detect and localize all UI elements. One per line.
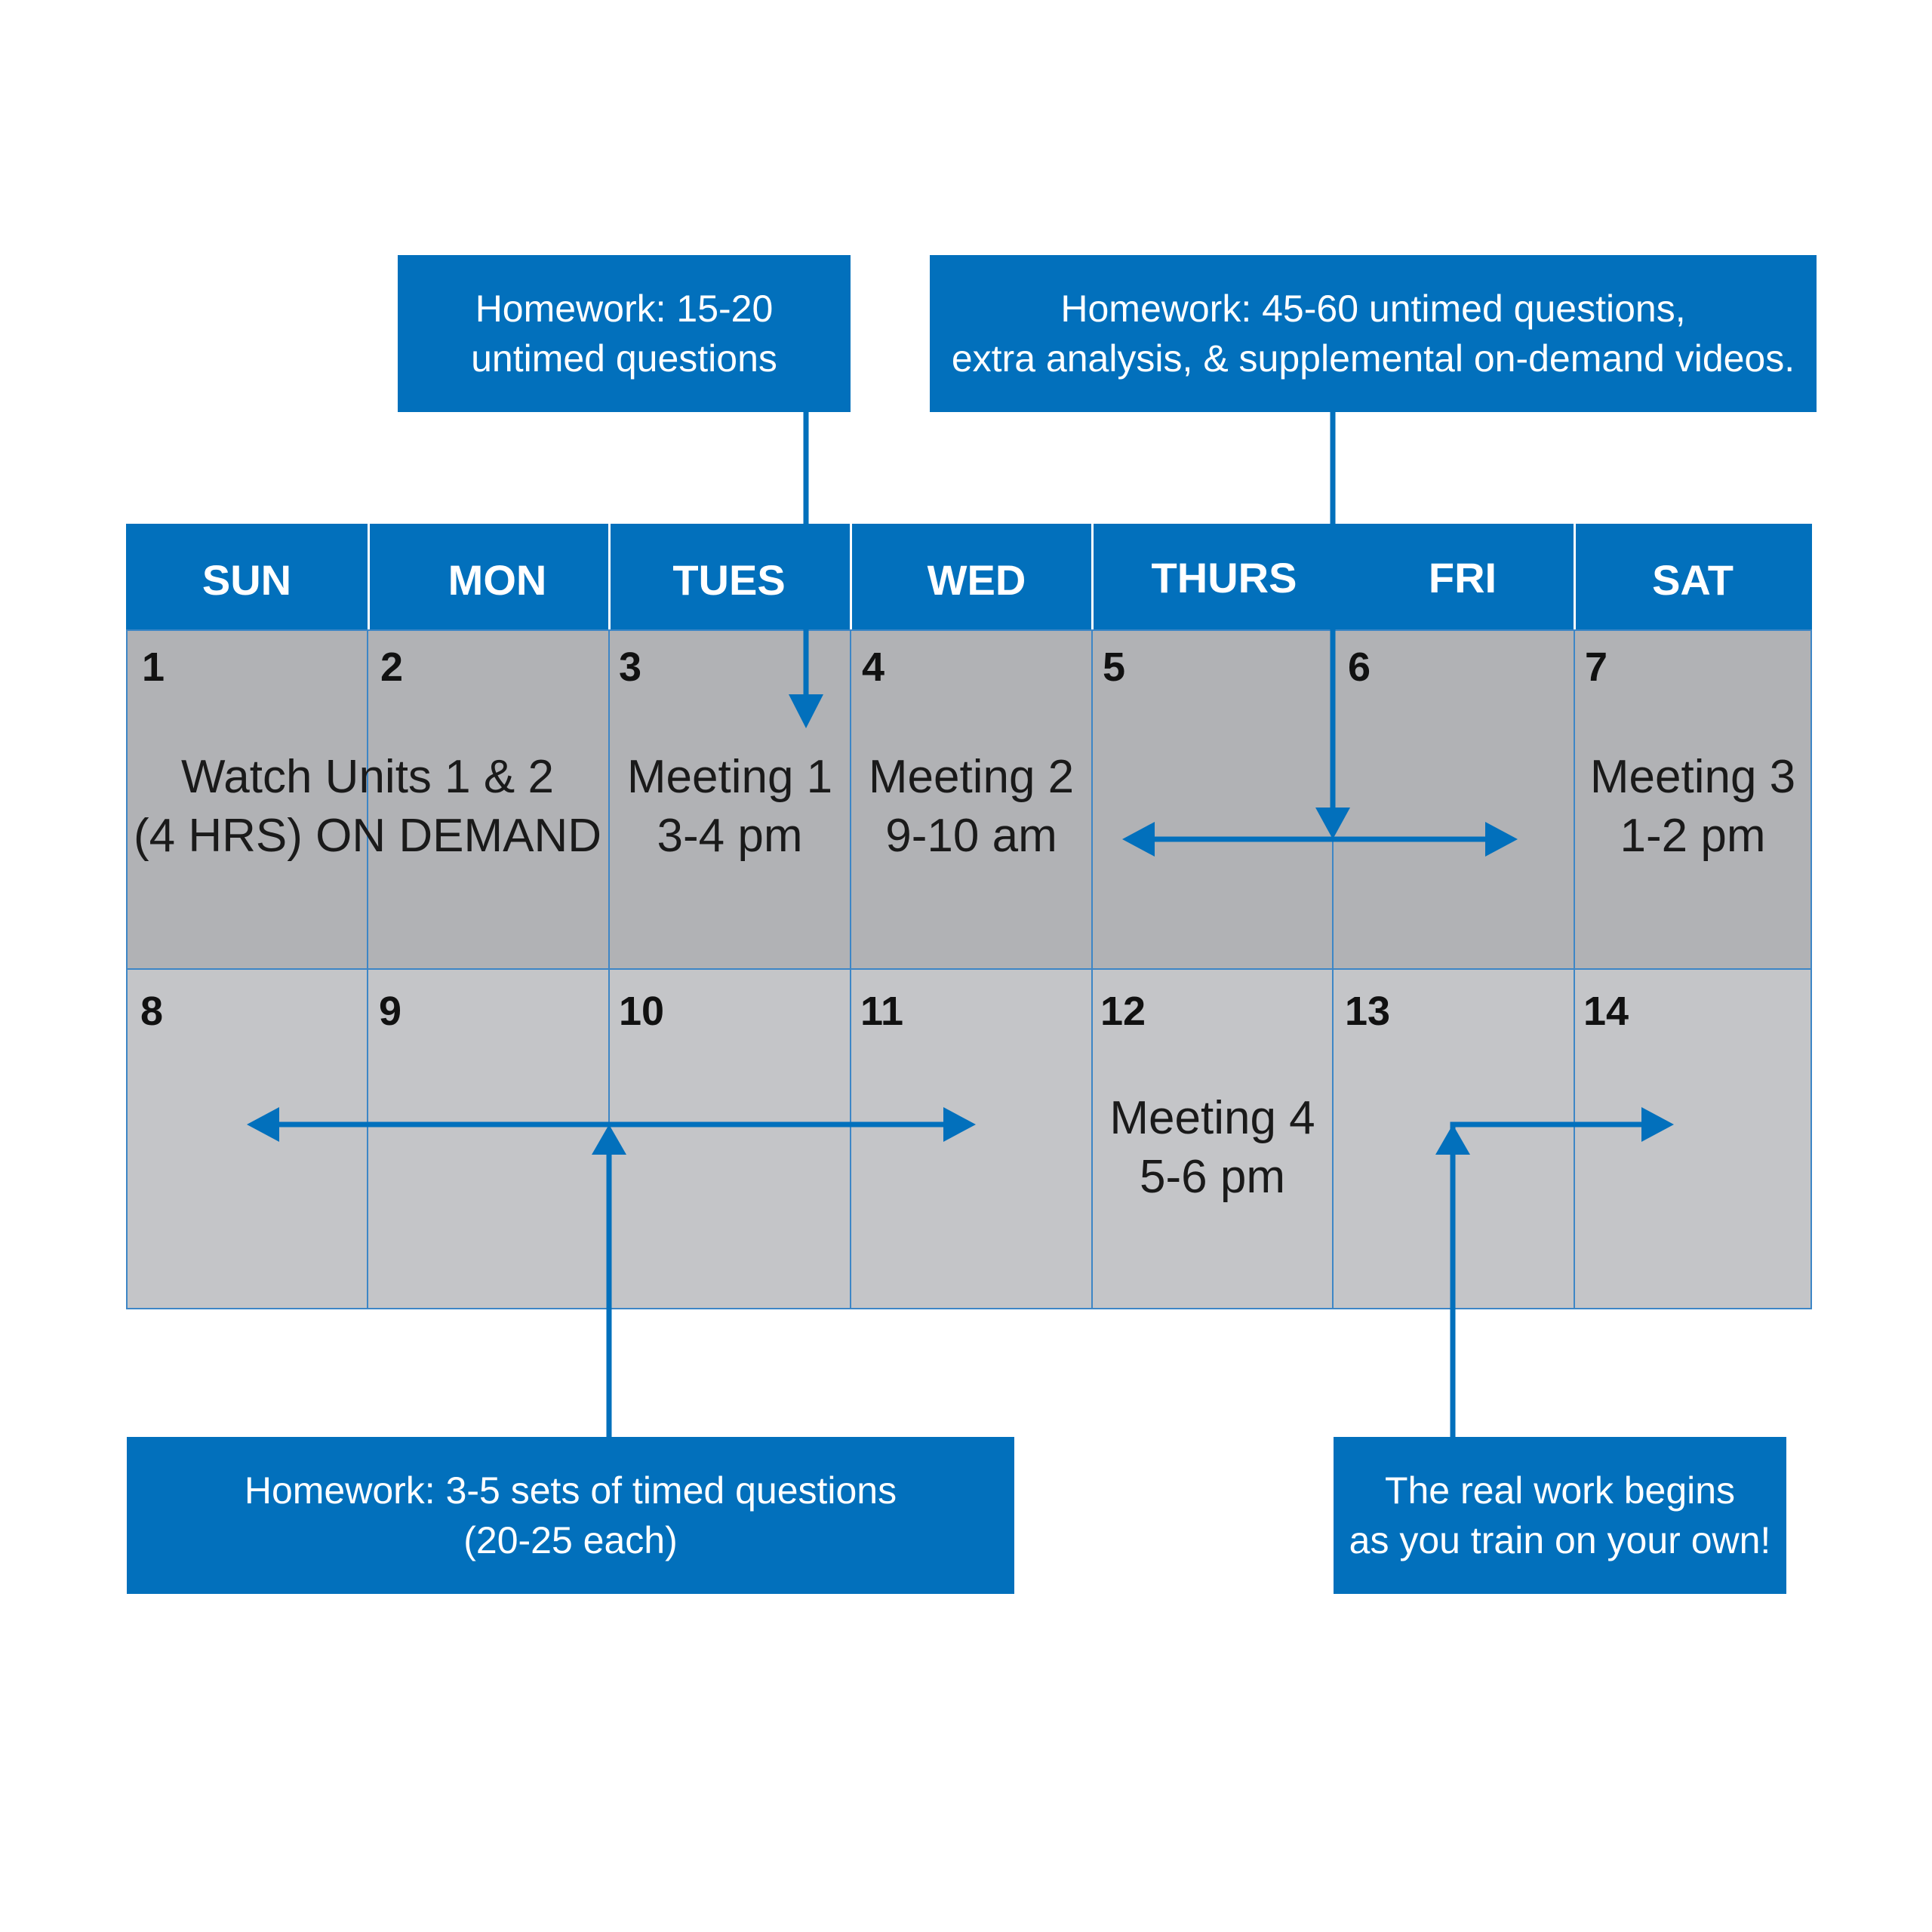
event-detail: (4 HRS) ON DEMAND: [133, 810, 602, 862]
day-number: 1: [142, 645, 165, 690]
day-number: 14: [1583, 989, 1629, 1034]
day-number: 9: [379, 989, 402, 1034]
callout-line: untimed questions: [471, 337, 777, 380]
day-number: 3: [619, 645, 642, 690]
callout-line: Homework: 3-5 sets of timed questions: [244, 1469, 897, 1512]
arrow-lines: [275, 412, 1645, 1437]
day-header-fri: FRI: [1428, 554, 1497, 601]
arrow-line-real-work: [1453, 1124, 1645, 1437]
day-header-sun: SUN: [202, 556, 292, 604]
arrowheads: [247, 694, 1674, 1155]
event-title: Meeting 2: [868, 751, 1075, 803]
event-title: Meeting 1: [626, 751, 833, 803]
day-header-tues: TUES: [672, 556, 786, 604]
event-time: 9-10 am: [885, 810, 1057, 862]
arrowhead-right-icon: [943, 1107, 976, 1142]
event-time: 3-4 pm: [657, 810, 803, 862]
event-title: Watch Units 1 & 2: [181, 751, 554, 803]
callout-line: The real work begins: [1384, 1469, 1736, 1512]
event-time: 5-6 pm: [1140, 1151, 1285, 1203]
arrowhead-down-icon: [1315, 808, 1350, 839]
callout-line: Homework: 15-20: [475, 288, 774, 330]
day-header-thurs: THURS: [1151, 554, 1297, 601]
day-number: 4: [862, 645, 885, 690]
day-number: 8: [140, 989, 164, 1034]
event-title: Meeting 4: [1109, 1092, 1315, 1144]
arrowhead-up-icon: [1435, 1124, 1470, 1155]
day-number: 10: [619, 989, 665, 1034]
day-number: 7: [1585, 645, 1608, 690]
day-header-sat: SAT: [1652, 556, 1734, 604]
arrowhead-left-icon: [1122, 822, 1155, 857]
day-number: 11: [860, 989, 904, 1034]
callout-line: extra analysis, & supplemental on-demand videos.: [951, 337, 1795, 380]
callout-line: Homework: 45-60 untimed questions,: [1060, 288, 1686, 330]
day-number: 13: [1345, 989, 1391, 1034]
event-title: Meeting 3: [1589, 751, 1796, 803]
arrowhead-up-icon: [592, 1124, 626, 1155]
day-header-mon: MON: [448, 556, 547, 604]
day-number: 12: [1100, 989, 1146, 1034]
callout-line: as you train on your own!: [1349, 1519, 1771, 1561]
arrowhead-right-icon: [1641, 1107, 1674, 1142]
event-time: 1-2 pm: [1620, 810, 1766, 862]
day-number: 5: [1103, 645, 1126, 690]
arrowhead-left-icon: [247, 1107, 279, 1142]
day-header-wed: WED: [927, 556, 1026, 604]
day-number: 6: [1348, 645, 1371, 690]
day-number: 2: [380, 645, 404, 690]
arrowhead-down-icon: [789, 694, 823, 728]
callout-line: (20-25 each): [463, 1519, 678, 1561]
arrowhead-right-icon: [1485, 822, 1518, 857]
